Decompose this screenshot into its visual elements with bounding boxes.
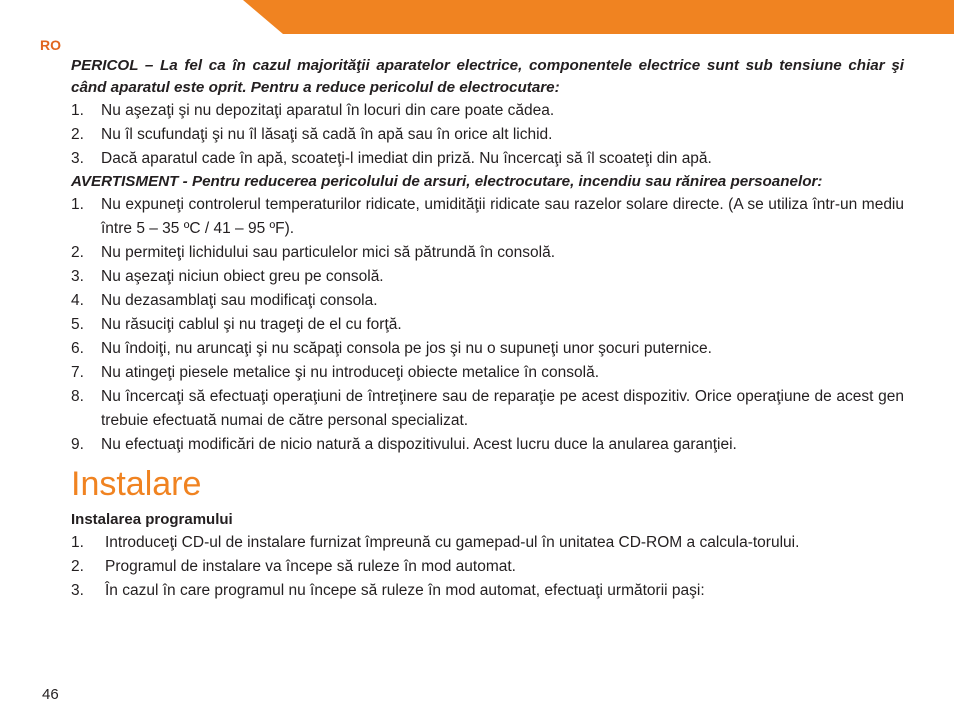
list-item-number: 4. (71, 292, 84, 309)
list-item-number: 6. (71, 340, 84, 357)
list-item (71, 433, 904, 457)
section-subheading: Instalarea programului (71, 511, 233, 528)
list-item-text: Nu aşezaţi niciun obiect greu pe consolă. (101, 268, 384, 285)
list-item-text: Programul de instalare va începe să ruleze în mod automat. (105, 558, 516, 575)
list-item (71, 265, 904, 289)
list-item-text: Nu îl scufundaţi şi nu îl lăsaţi să cadă în apă sau în orice alt lichid. (101, 126, 553, 143)
section-title: Instalare (71, 465, 202, 503)
page-content (71, 55, 904, 603)
caution-warning-heading: AVERTISMENT - Pentru reducerea pericolului de arsuri, electrocutare, incendiu sau rănirea persoanelor: (71, 173, 823, 190)
installation-steps-list (71, 531, 904, 603)
list-item-text: Nu dezasamblaţi sau modificaţi consola. (101, 292, 378, 309)
list-item-text: Nu permiteţi lichidului sau particulelor mici să pătrundă în consolă. (101, 244, 556, 261)
list-item (71, 313, 904, 337)
list-item-text: Nu răsuciţi cablul şi nu trageţi de el cu forţă. (101, 316, 402, 333)
list-item-text: Dacă aparatul cade în apă, scoateţi-l imediat din priză. Nu încercaţi să îl scoateţi din apă. (101, 150, 712, 167)
list-item-number: 2. (71, 558, 84, 575)
list-item (71, 123, 904, 147)
caution-warning-list (71, 193, 904, 457)
list-item-number: 7. (71, 364, 84, 381)
list-item-text: Nu aşezaţi şi nu depozitaţi aparatul în locuri din care poate cădea. (101, 102, 555, 119)
list-item-number: 8. (71, 388, 84, 405)
danger-warning-heading: PERICOL – La fel ca în cazul majorităţii aparatelor electrice, componentele electrice sunt sub tensiune chiar şi când aparatul este oprit. Pentru a reduce pericolul de electrocutare: (71, 57, 904, 96)
list-item-text: Nu efectuaţi modificări de nicio natură a dispozitivului. Acest lucru duce la anularea garanţiei. (101, 436, 737, 453)
list-item (71, 99, 904, 123)
list-item-number: 3. (71, 150, 84, 167)
list-item-number: 3. (71, 268, 84, 285)
danger-warning-list (71, 99, 904, 171)
list-item (71, 337, 904, 361)
list-item-text: Introduceţi CD-ul de instalare furnizat împreună cu gamepad-ul în unitatea CD-ROM a calcula-torului. (105, 534, 800, 551)
list-item (71, 147, 904, 171)
list-item-text: Nu încercaţi să efectuaţi operaţiuni de întreţinere sau de reparaţie pe acest dispozitiv. Orice operaţiune de acest gen trebuie efectuată numai de către personal specializat. (101, 388, 904, 429)
list-item (71, 555, 904, 579)
list-item-number: 9. (71, 436, 84, 453)
list-item-text: În cazul în care programul nu începe să ruleze în mod automat, efectuaţi următorii paşi: (105, 582, 705, 599)
list-item (71, 241, 904, 265)
list-item-number: 2. (71, 244, 84, 261)
list-item-text: Nu atingeţi piesele metalice şi nu introduceţi obiecte metalice în consolă. (101, 364, 599, 381)
list-item-number: 2. (71, 126, 84, 143)
list-item (71, 193, 904, 241)
list-item (71, 579, 904, 603)
list-item (71, 289, 904, 313)
list-item-number: 3. (71, 582, 84, 599)
language-tag: RO (40, 37, 61, 53)
list-item-text: Nu expuneţi controlerul temperaturilor ridicate, umidităţii ridicate sau razelor solare directe. (A se utiliza într-un mediu între 5 – 35 ºC / 41 – 95 ºF). (101, 196, 904, 237)
list-item-number: 1. (71, 534, 84, 551)
list-item-number: 1. (71, 196, 84, 213)
list-item (71, 361, 904, 385)
list-item-number: 5. (71, 316, 84, 333)
list-item (71, 385, 904, 433)
list-item-number: 1. (71, 102, 84, 119)
page-number: 46 (42, 686, 59, 703)
header-accent-bar (243, 0, 954, 34)
list-item-text: Nu îndoiţi, nu aruncaţi şi nu scăpaţi consola pe jos şi nu o supuneţi unor şocuri puternice. (101, 340, 712, 357)
list-item (71, 531, 904, 555)
